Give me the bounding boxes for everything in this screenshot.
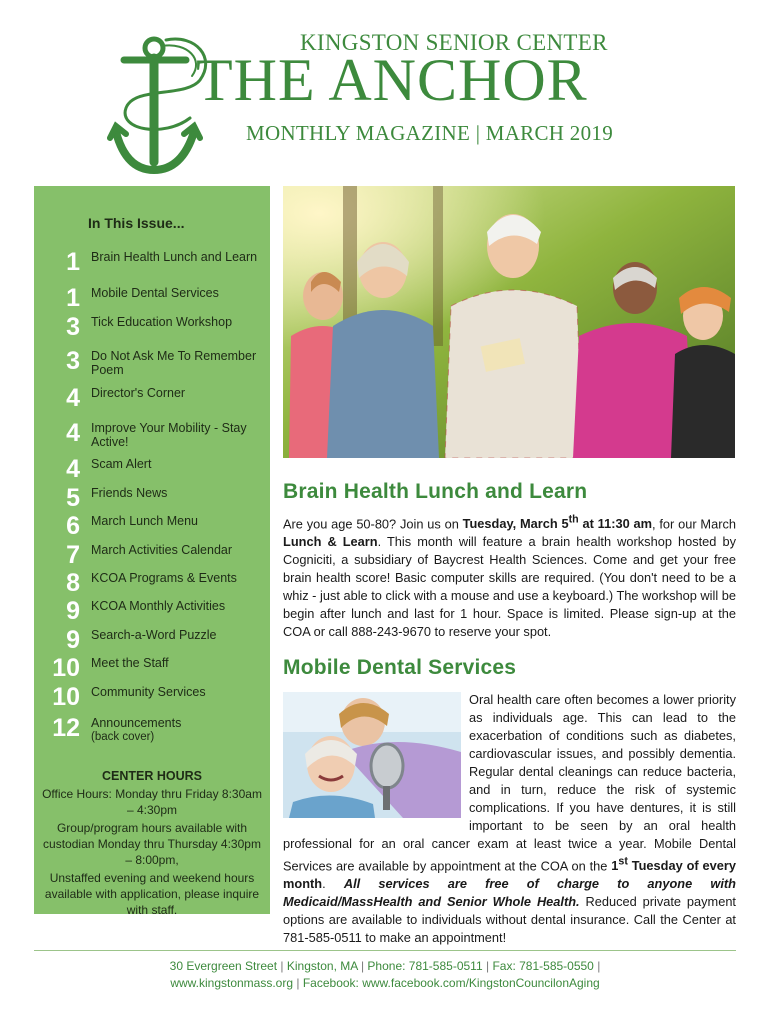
footer-phone: Phone: 781-585-0511 <box>367 959 483 973</box>
toc-page-number: 9 <box>66 597 80 625</box>
toc-heading: In This Issue... <box>88 215 185 231</box>
toc-page-number: 5 <box>66 484 80 512</box>
article-title-dental: Mobile Dental Services <box>283 656 517 679</box>
toc-label: Mobile Dental Services <box>91 286 219 300</box>
toc-sublabel: (back cover) <box>91 731 155 743</box>
toc-page-number: 4 <box>66 384 80 412</box>
date-suffix: th <box>568 514 579 526</box>
toc-page-number: 1 <box>66 284 80 312</box>
office-hours: Office Hours: Monday thru Friday 8:30am – 4:30pm <box>42 787 262 817</box>
toc-label: Do Not Ask Me To Remember Poem <box>91 349 257 377</box>
text-span: . <box>322 876 344 892</box>
toc-label: KCOA Monthly Activities <box>91 599 226 613</box>
toc-label: Scam Alert <box>91 457 152 471</box>
toc-item <box>40 384 265 414</box>
footer-fax: Fax: 781-585-0550 <box>492 959 594 973</box>
toc-label: Tick Education Workshop <box>91 315 233 329</box>
separator: | <box>280 959 284 973</box>
toc-label: Friends News <box>91 486 168 500</box>
ordinal-suffix: st <box>618 856 628 868</box>
toc-item <box>40 248 265 278</box>
seniors-walking-image <box>283 186 735 458</box>
free-services-notice: All services are free of charge to anyone with Medicaid/MassHealth and Senior Whole Health. <box>283 876 736 910</box>
text-span: Reduced private payment options are available to individuals without dental insurance. Call the Center at 781-585-0511 to make an appointment! <box>283 894 736 946</box>
toc-item <box>40 455 265 485</box>
unstaffed-hours: Unstaffed evening and weekend hours available with application, please inquire with staff. <box>44 871 260 917</box>
toc-page-number: 12 <box>52 714 80 742</box>
center-name: KINGSTON SENIOR CENTER <box>300 30 608 55</box>
footer-city: Kingston, MA <box>286 959 358 973</box>
toc-page-number: 6 <box>66 512 80 540</box>
footer-contact-line <box>34 959 736 973</box>
group-hours: Group/program hours available with custodian Monday thru Thursday 4:30pm – 8:00pm, <box>43 821 261 867</box>
toc-page-number: 3 <box>66 313 80 341</box>
text-span: , for our March <box>652 516 736 532</box>
toc-item <box>40 597 265 627</box>
toc-label: Brain Health Lunch and Learn <box>91 250 258 264</box>
masthead <box>0 0 770 180</box>
separator: | <box>597 959 601 973</box>
toc-page-number: 4 <box>66 455 80 483</box>
toc-label: March Lunch Menu <box>91 514 199 528</box>
toc-item <box>40 654 265 684</box>
article-body-dental <box>283 691 736 947</box>
text-span: . This month will feature a brain health workshop hosted by Cogniciti, a subsidiary of Baycrest Health Sciences. Come and get your free brain health score! Basic computer skills are required. (You don't need to be a whiz - just able to click with a mouse and use a keyboard.) The workshop will be begin after lunch and last for 1 hour. Space is limited. Please sign-up at the COA or call 888-243-9670 to reserve your spot. <box>283 534 736 640</box>
toc-item <box>40 541 265 571</box>
toc-item <box>40 313 265 343</box>
footer-address: 30 Evergreen Street <box>169 959 278 973</box>
article-body-brain-health <box>283 511 736 641</box>
toc-page-number: 1 <box>66 248 80 276</box>
text-span: Oral health care often becomes a lower priority as individuals age. This can lead to the exacerbation of conditions such as diabetes, cardiovascular issues, and possibly dementia. Regular dental cleanings can reduce bacteria, and in turn, reduce the risk of systemic complications. If you have dentures, it is still important to be seen by an oral health professional for an oral cancer exam at least twice a year. Mobile Dental Services are available by appointment at the COA on the <box>283 692 736 874</box>
footer-web-line <box>34 976 736 990</box>
separator: | <box>296 976 300 990</box>
toc-page-number: 8 <box>66 569 80 597</box>
article-title-brain-health: Brain Health Lunch and Learn <box>283 480 588 503</box>
event-name: Lunch & Learn <box>283 534 378 550</box>
toc-item <box>40 484 265 514</box>
text-span: Tuesday of every month <box>283 858 736 892</box>
footer-divider <box>34 950 736 951</box>
toc-label: Search-a-Word Puzzle <box>91 628 217 642</box>
toc-label: Announcements <box>91 716 182 730</box>
separator: | <box>485 959 490 973</box>
toc-label-wrap <box>91 716 263 744</box>
event-date: Tuesday, March 5 <box>462 516 569 532</box>
toc-label: Improve Your Mobility - Stay Active! <box>91 421 247 449</box>
separator: | <box>360 959 365 973</box>
magazine-title: THE ANCHOR <box>196 47 588 113</box>
toc-item <box>40 347 265 377</box>
toc-label: March Activities Calendar <box>91 543 233 557</box>
toc-label: Meet the Staff <box>91 656 169 670</box>
toc-page-number: 3 <box>66 347 80 375</box>
toc-item <box>40 569 265 599</box>
image-float-spacer <box>283 691 469 819</box>
toc-page-number: 7 <box>66 541 80 569</box>
magazine-subtitle: MONTHLY MAGAZINE | MARCH 2019 <box>246 121 614 145</box>
text-span: Are you age 50-80? Join us on <box>283 516 463 532</box>
toc-item <box>40 512 265 542</box>
toc-label: Director's Corner <box>91 386 186 400</box>
toc-page-number: 10 <box>52 683 80 711</box>
footer-website-link[interactable]: www.kingstonmass.org <box>170 976 294 990</box>
toc-item <box>40 714 265 750</box>
hours-title: CENTER HOURS <box>101 769 202 783</box>
toc-page-number: 9 <box>66 626 80 654</box>
toc-item <box>40 284 265 314</box>
toc-page-number: 4 <box>66 419 80 447</box>
text-span: 1 <box>611 858 619 874</box>
toc-item <box>40 626 265 656</box>
toc-label: KCOA Programs & Events <box>91 571 237 585</box>
footer-facebook-link[interactable]: Facebook: www.facebook.com/KingstonCouncilonAging <box>302 976 600 990</box>
toc-label: Community Services <box>91 685 206 699</box>
toc-item <box>40 683 265 713</box>
toc-item <box>40 419 265 449</box>
toc-page-number: 10 <box>52 654 80 682</box>
hero-photo <box>283 186 735 458</box>
event-time: at 11:30 am <box>578 516 653 532</box>
